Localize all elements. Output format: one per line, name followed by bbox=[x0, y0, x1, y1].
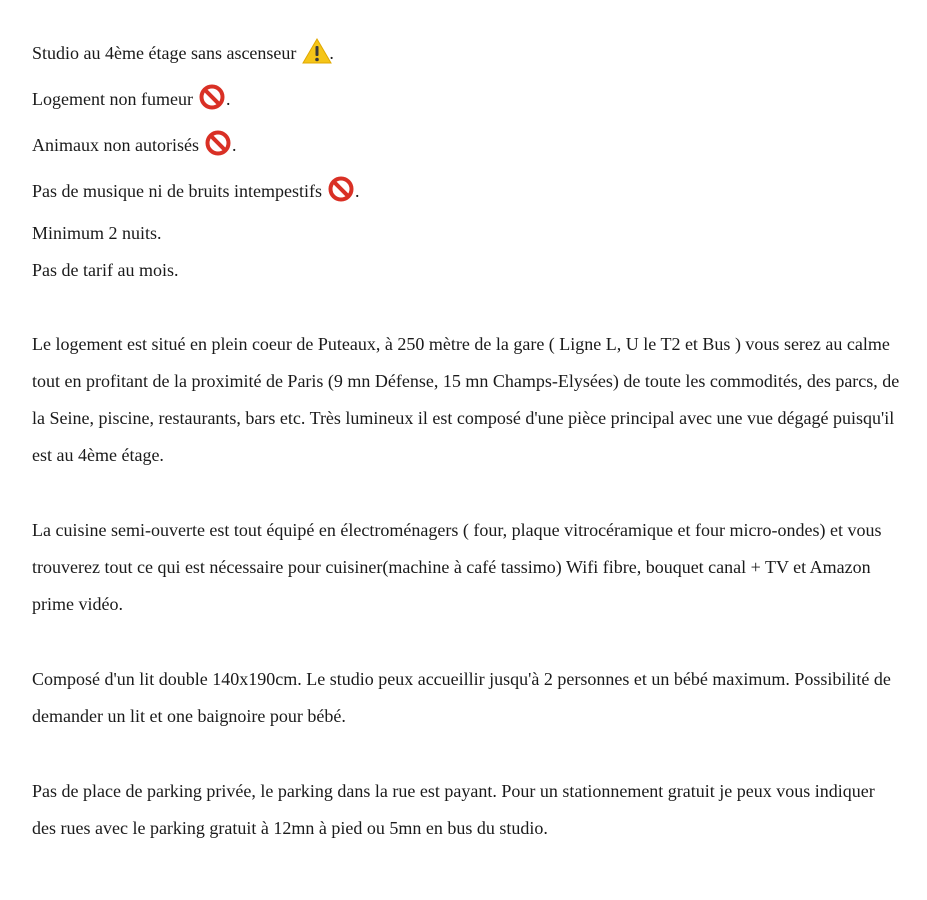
rule-non-smoking bbox=[32, 76, 902, 122]
paragraph-kitchen: La cuisine semi-ouverte est tout équipé en électroménagers ( four, plaque vitrocéramique et four micro-ondes) et vous trouverez tout ce qui est nécessaire pour cuisiner(machine à café tassimo) Wifi fibre, bouquet canal + TV et Amazon prime vidéo. bbox=[32, 520, 882, 614]
rule-text: Animaux non autorisés bbox=[32, 135, 199, 155]
rule-minimum-nights bbox=[32, 214, 902, 251]
rule-no-pets bbox=[32, 122, 902, 168]
rule-punctuation: . bbox=[329, 43, 334, 63]
prohibited-icon bbox=[199, 84, 225, 110]
rule-text: Studio au 4ème étage sans ascenseur bbox=[32, 43, 297, 63]
rule-no-noise bbox=[32, 168, 902, 214]
rule-text: Pas de tarif au mois. bbox=[32, 259, 179, 280]
rule-punctuation: . bbox=[225, 89, 231, 109]
paragraph-location: Le logement est situé en plein coeur de Puteaux, à 250 mètre de la gare ( Ligne L, U le T2 et Bus ) vous serez au calme tout en profitant de la proximité de Paris (9 mn Défense, 15 mn Champs-Elysées) de toute les commodités, des parcs, de la Seine, piscine, restaurants, bars etc. Très lumineux il est composé d'une pièce principal avec une vue dégagé puisqu'il est au 4ème étage. bbox=[32, 334, 900, 465]
paragraph-bedding: Composé d'un lit double 140x190cm. Le studio peux accueillir jusqu'à 2 personnes et un bébé maximum. Possibilité de demander un lit et one baignoire pour bébé. bbox=[32, 669, 891, 726]
prohibited-icon bbox=[205, 130, 231, 156]
rule-no-monthly-rate bbox=[32, 251, 902, 288]
rule-text: Pas de musique ni de bruits intempestifs bbox=[32, 181, 322, 201]
rule-text: Logement non fumeur bbox=[32, 89, 193, 109]
listing-description bbox=[32, 30, 902, 847]
paragraph-parking: Pas de place de parking privée, le parking dans la rue est payant. Pour un stationnement gratuit je peux vous indiquer des rues avec le parking gratuit à 12mn à pied ou 5mn en bus du studio. bbox=[32, 781, 875, 838]
rule-text: Minimum 2 nuits. bbox=[32, 222, 162, 243]
rule-no-elevator bbox=[32, 30, 902, 76]
rule-punctuation: . bbox=[354, 181, 360, 201]
warning-icon bbox=[302, 38, 328, 64]
rule-punctuation: . bbox=[231, 135, 237, 155]
prohibited-icon bbox=[328, 176, 354, 202]
